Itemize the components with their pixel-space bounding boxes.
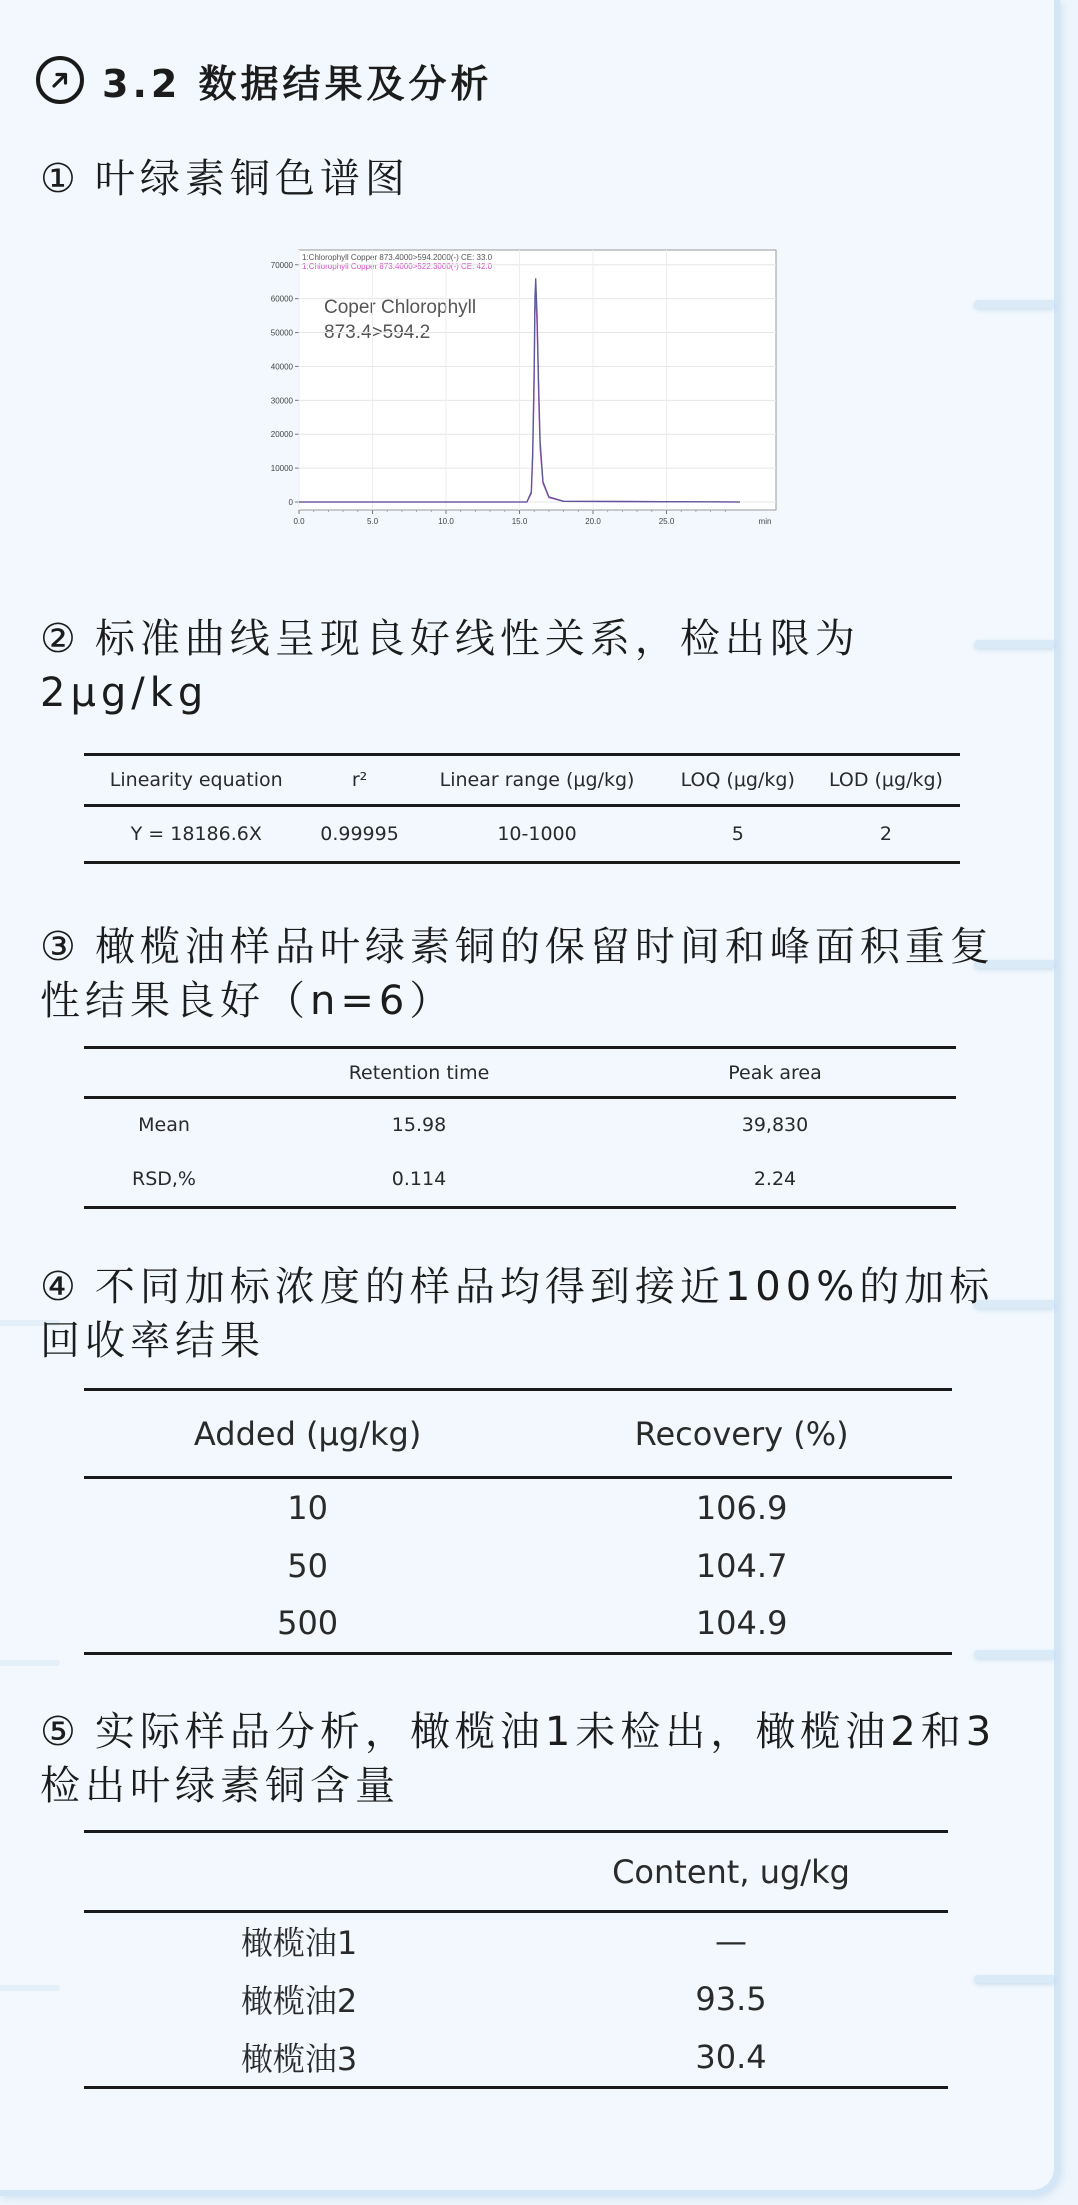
heading-text: 实际样品分析，橄榄油1未检出，橄榄油2和3检出叶绿素铜含量 xyxy=(40,1709,997,1809)
linearity-heading xyxy=(40,612,1000,720)
x-tick-label: 10.0 xyxy=(438,517,454,526)
column-header: Recovery (%) xyxy=(634,1414,849,1453)
decorative-band xyxy=(974,1650,1054,1658)
column-header: Peak area xyxy=(728,1061,822,1084)
table-cell: 0.114 xyxy=(391,1167,447,1190)
legend-entry-1: 1:Chlorophyll Copper 873.4000>594.2000(-) CE: 33.0 xyxy=(302,253,493,262)
table-cell: 橄榄油3 xyxy=(240,2039,358,2078)
samples-table xyxy=(84,1830,948,2089)
table-row xyxy=(84,806,960,863)
table-row xyxy=(84,1152,956,1208)
column-header xyxy=(84,1832,514,1912)
column-header: LOQ (μg/kg) xyxy=(680,769,795,791)
table-cell: 10-1000 xyxy=(497,823,577,845)
table-cell: 30.4 xyxy=(695,2037,767,2076)
decorative-band xyxy=(0,1985,60,1991)
table-row xyxy=(84,1538,952,1594)
table-header-row xyxy=(84,1390,952,1478)
table-row xyxy=(84,1098,956,1152)
y-tick-label: 0 xyxy=(288,498,293,507)
recovery-table xyxy=(84,1388,952,1655)
table-cell: RSD,% xyxy=(132,1167,196,1190)
table-cell: 10 xyxy=(287,1489,328,1528)
table-cell: — xyxy=(715,1922,747,1961)
samples-heading xyxy=(40,1705,1000,1813)
table-cell: 5 xyxy=(731,823,744,845)
table-row xyxy=(84,1912,948,1970)
table-row xyxy=(84,1478,952,1538)
table-cell: 500 xyxy=(277,1603,339,1642)
chromatogram-heading xyxy=(40,152,1000,206)
column-header: Retention time xyxy=(348,1061,490,1084)
recovery-heading xyxy=(40,1260,1000,1368)
table-cell: 15.98 xyxy=(391,1114,447,1137)
heading-number: ③ xyxy=(40,924,81,970)
table-row xyxy=(84,2028,948,2088)
column-header xyxy=(84,1048,244,1098)
table-cell: 橄榄油2 xyxy=(240,1981,358,2020)
table-cell: 2 xyxy=(879,823,893,845)
x-tick-label: 0.0 xyxy=(293,517,305,526)
decorative-band xyxy=(974,1975,1054,1983)
peak-annotation-transition: 873.4>594.2 xyxy=(324,322,431,343)
heading-text: 不同加标浓度的样品均得到接近100%的加标回收率结果 xyxy=(40,1264,995,1364)
column-header: Content, ug/kg xyxy=(612,1852,850,1891)
x-tick-label: 15.0 xyxy=(511,517,528,526)
table-cell: Y = 18186.6X xyxy=(130,823,262,845)
x-tick-label: 25.0 xyxy=(658,517,675,526)
heading-number: ① xyxy=(40,156,81,202)
table-header-row xyxy=(84,1048,956,1098)
y-tick-label: 40000 xyxy=(270,362,293,372)
legend-entry-2: 1:Chlorophyll Copper 873.4000>522.3000(-) CE: 42.0 xyxy=(302,262,493,271)
table-cell: 106.9 xyxy=(695,1489,788,1528)
x-tick-label: 20.0 xyxy=(585,517,601,526)
column-header: LOD (μg/kg) xyxy=(828,769,943,791)
column-header: r² xyxy=(351,769,368,791)
table-cell: 104.7 xyxy=(695,1546,788,1585)
x-axis-unit: min xyxy=(758,517,772,526)
heading-text: 橄榄油样品叶绿素铜的保留时间和峰面积重复性结果良好（n=6） xyxy=(40,924,995,1024)
plot-area xyxy=(299,250,776,510)
heading-text: 叶绿素铜色谱图 xyxy=(94,156,410,202)
column-header: Added (μg/kg) xyxy=(193,1414,422,1453)
table-cell: 93.5 xyxy=(695,1979,767,2018)
y-tick-label: 20000 xyxy=(270,430,293,440)
table-cell: 橄榄油1 xyxy=(240,1924,358,1963)
column-header: Linear range (μg/kg) xyxy=(439,769,635,791)
heading-number: ② xyxy=(40,616,81,662)
chromatogram-chart xyxy=(260,230,780,560)
repeatability-heading xyxy=(40,920,1000,1028)
y-tick-label: 60000 xyxy=(270,294,293,304)
section-header xyxy=(36,52,493,108)
column-header: Linearity equation xyxy=(109,769,283,791)
heading-number: ④ xyxy=(40,1264,81,1310)
table-cell: 104.9 xyxy=(695,1603,788,1642)
section-title: 3.2 数据结果及分析 xyxy=(102,61,493,106)
heading-text: 标准曲线呈现良好线性关系，检出限为2μg/kg xyxy=(40,616,860,716)
table-cell: Mean xyxy=(138,1114,190,1137)
arrow-up-right-icon xyxy=(36,56,84,104)
table-header-row xyxy=(84,1832,948,1912)
y-tick-label: 10000 xyxy=(270,464,293,474)
peak-annotation-name: Coper Chlorophyll xyxy=(324,297,477,318)
y-tick-label: 50000 xyxy=(270,328,293,338)
table-row xyxy=(84,1970,948,2028)
linearity-table xyxy=(84,753,960,864)
table-cell: 0.99995 xyxy=(320,823,399,845)
y-tick-label: 70000 xyxy=(270,260,293,270)
table-row xyxy=(84,1594,952,1654)
decorative-band xyxy=(974,300,1054,308)
decorative-band xyxy=(0,1660,60,1666)
table-cell: 2.24 xyxy=(753,1167,797,1190)
y-tick-label: 30000 xyxy=(270,396,293,406)
repeatability-table xyxy=(84,1046,956,1209)
table-header-row xyxy=(84,755,960,806)
x-tick-label: 5.0 xyxy=(366,517,379,526)
table-cell: 50 xyxy=(287,1546,328,1585)
table-cell: 39,830 xyxy=(741,1114,809,1137)
heading-number: ⑤ xyxy=(40,1709,81,1755)
